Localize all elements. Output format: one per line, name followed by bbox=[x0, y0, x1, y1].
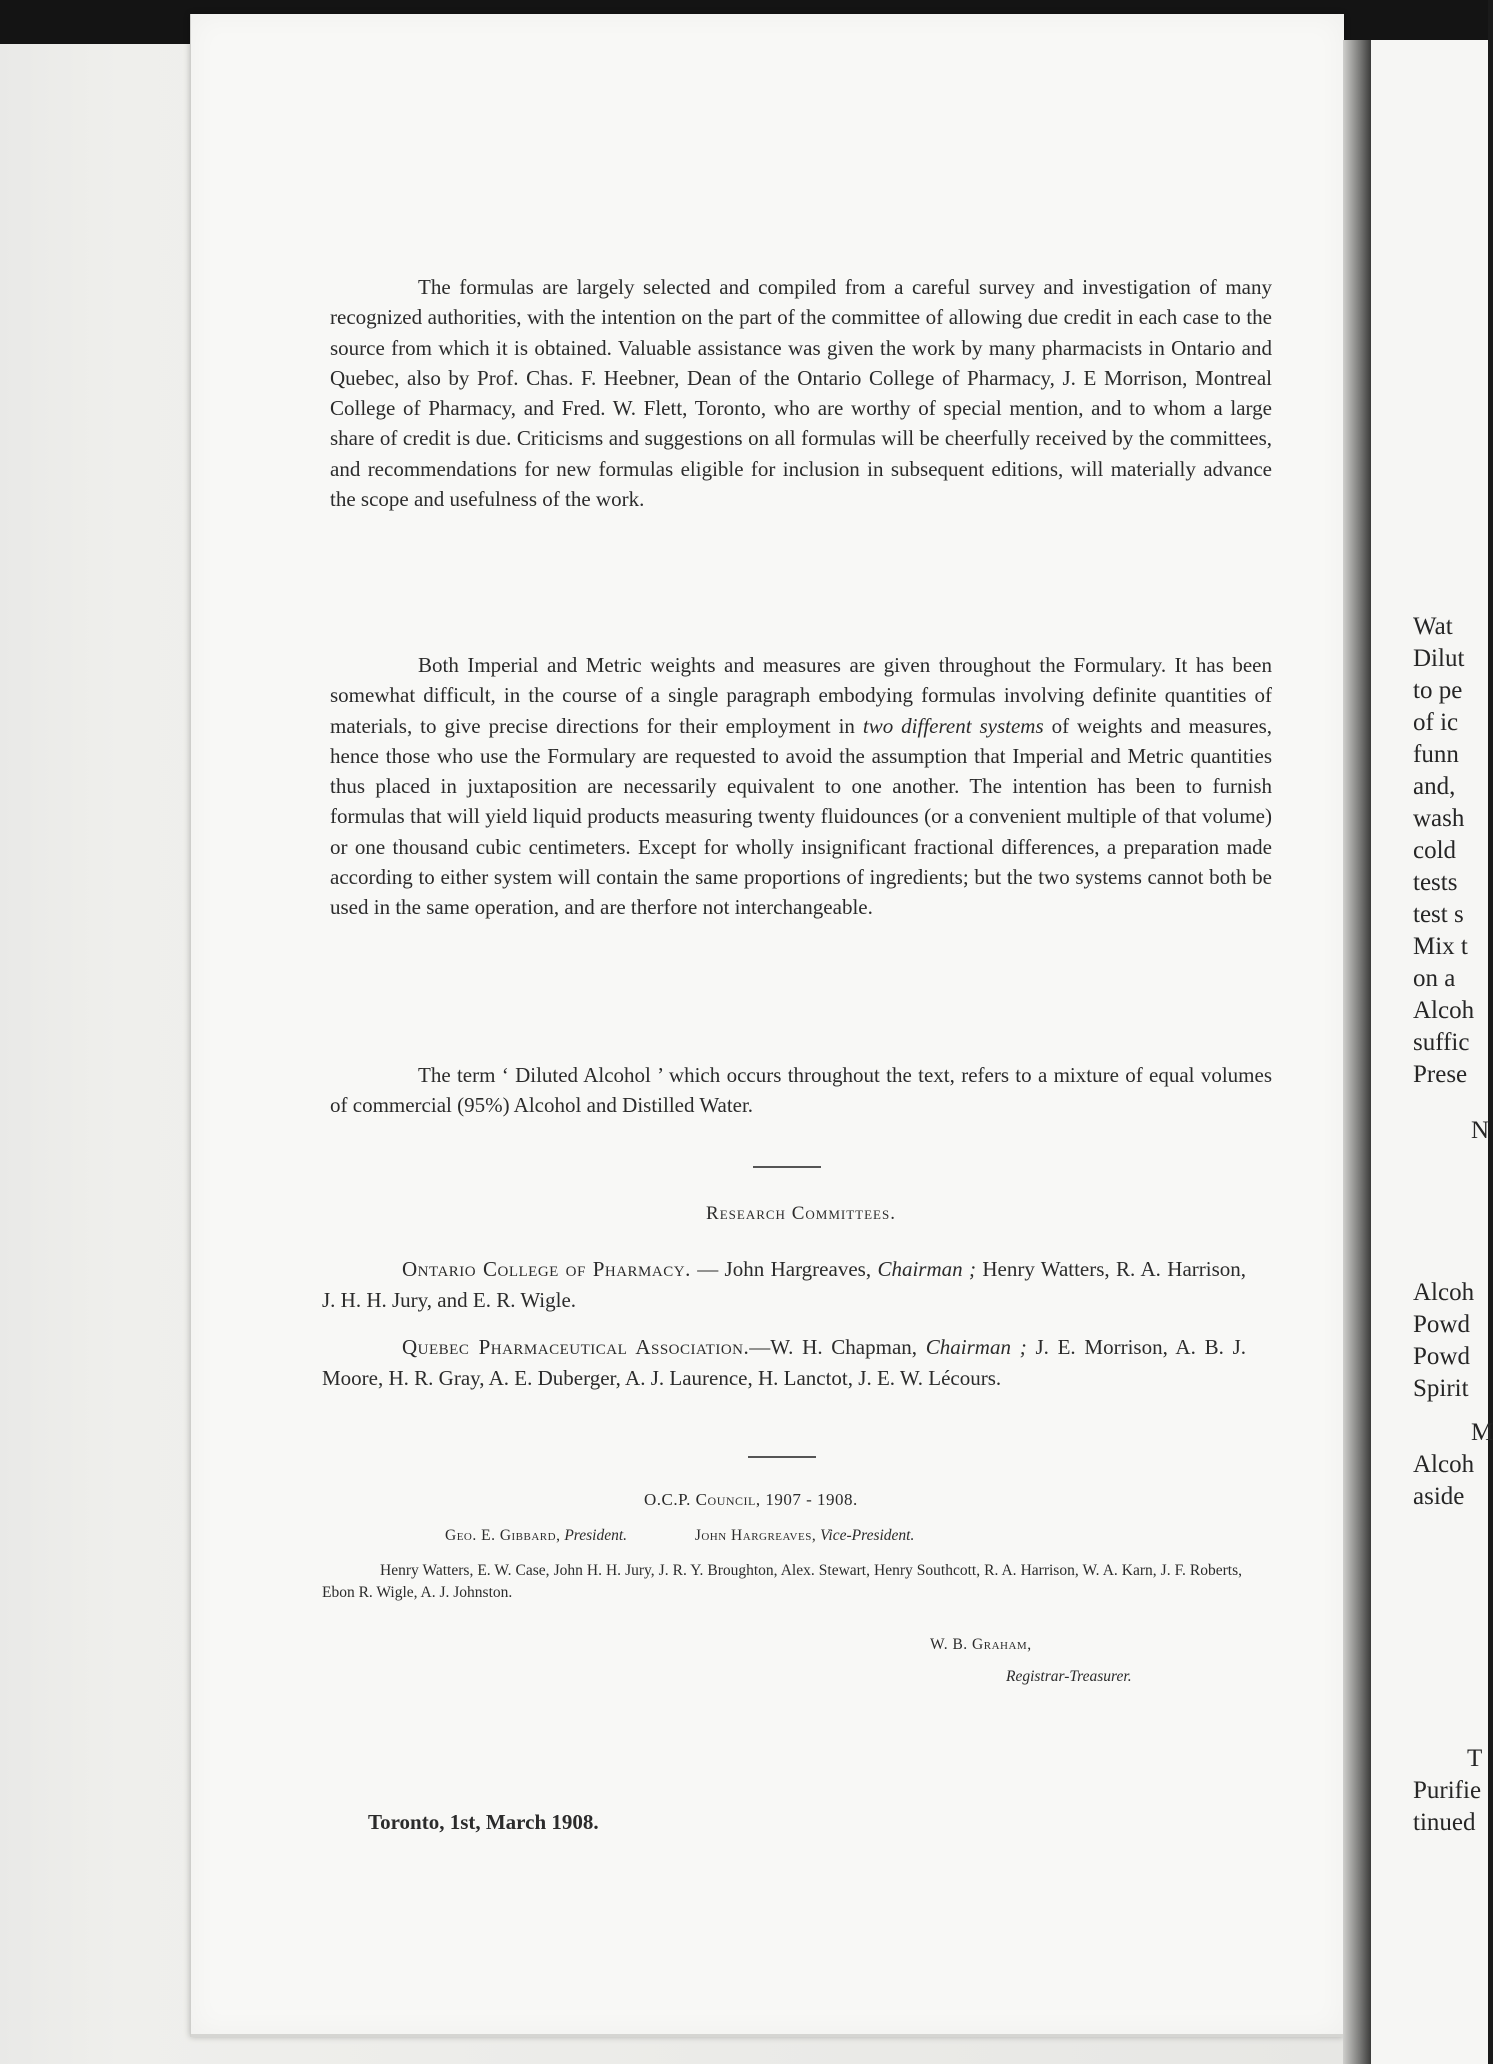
adjacent-page-edge bbox=[1371, 40, 1493, 2064]
next-page-fragment: and, bbox=[1413, 773, 1456, 800]
quebec-association-name: Quebec Pharmaceutical Association. bbox=[402, 1335, 750, 1359]
next-page-fragment: Mix t bbox=[1413, 933, 1468, 960]
next-page-fragment: Prese bbox=[1413, 1061, 1468, 1088]
ontario-committee-text bbox=[322, 1254, 1246, 1316]
next-page-fragment: Wat bbox=[1413, 613, 1453, 640]
quebec-committee bbox=[322, 1332, 1246, 1394]
next-page-fragment: Powd bbox=[1413, 1311, 1470, 1338]
quebec-chairman-label: Chairman ; bbox=[925, 1335, 1027, 1359]
next-page-fragment: Spirit bbox=[1413, 1375, 1469, 1402]
intro-paragraph-3 bbox=[330, 1060, 1272, 1121]
registrar-name: W. B. Graham, bbox=[930, 1636, 1032, 1653]
president-title: President. bbox=[564, 1527, 628, 1544]
page-gutter-shadow bbox=[1343, 40, 1371, 2064]
quebec-members-a: —W. H. Chapman, bbox=[749, 1335, 926, 1359]
intro-paragraph-1 bbox=[330, 272, 1272, 514]
paragraph-weights-italic: two different systems bbox=[862, 713, 1044, 738]
ontario-members-b: Henry Watters, R. A. Harrison, J. H. H. Jury, and E. R. Wigle. bbox=[322, 1257, 1247, 1312]
next-page-fragment: Alcoh bbox=[1413, 1451, 1475, 1478]
next-page-fragment: of ic bbox=[1413, 709, 1459, 736]
council-members-text: Henry Watters, E. W. Case, John H. H. Jury, J. R. Y. Broughton, Alex. Stewart, Henry Southcott, R. A. Harrison, W. A. Karn, J. F. Roberts, Ebon R. Wigle, A. J. Johnston. bbox=[322, 1562, 1242, 1601]
vice-president-name: John Hargreaves, bbox=[694, 1527, 817, 1544]
quebec-committee-text bbox=[322, 1332, 1246, 1394]
vice-president-title: Vice-President. bbox=[820, 1527, 915, 1544]
next-page-fragment: test s bbox=[1413, 901, 1464, 928]
next-page-fragment: to pe bbox=[1413, 677, 1463, 704]
next-page-fragment: Purifie bbox=[1413, 1777, 1482, 1804]
ontario-college-name: Ontario College of Pharmacy. bbox=[402, 1257, 691, 1281]
registrar-title: Registrar-Treasurer. bbox=[1006, 1668, 1132, 1685]
next-page-fragment: Powd bbox=[1413, 1343, 1470, 1370]
next-page-fragment: tests bbox=[1413, 869, 1458, 896]
council-members bbox=[322, 1560, 1242, 1604]
next-page-fragment: tinued bbox=[1413, 1809, 1476, 1836]
president-name: Geo. E. Gibbard, bbox=[445, 1527, 561, 1544]
next-page-fragment: aside bbox=[1413, 1483, 1465, 1510]
next-page-fragment: Dilut bbox=[1413, 645, 1465, 672]
next-page-fragment: N bbox=[1471, 1117, 1490, 1144]
next-page-fragment: Alcoh bbox=[1413, 997, 1475, 1024]
intro-paragraph-2 bbox=[330, 650, 1272, 923]
next-page-fragment: T bbox=[1467, 1745, 1483, 1772]
dateline: Toronto, 1st, March 1908. bbox=[368, 1810, 599, 1834]
ontario-chairman-label: Chairman ; bbox=[877, 1257, 976, 1281]
paragraph-formulas: The formulas are largely selected and compiled from a careful survey and investigation of many recognized authorities, with the intention on the part of the committee of allowing due credit in each case to the source from which it is obtained. Valuable assistance was given the work by many pharmacists in Ontario and Quebec, also by Prof. Chas. F. Heebner, Dean of the Ontario College of Pharmacy, J. E Morrison, Montreal College of Pharmacy, and Fred. W. Flett, Toronto, who are worthy of special mention, and to whom a large share of credit is due. Criticisms and suggestions on all formulas will be cheerfully received by the committees, and recommendations for new formulas eligible for inclusion in subsequent editions, will materially advance the scope and usefulness of the work. bbox=[330, 275, 1272, 512]
section-divider-1 bbox=[753, 1166, 821, 1168]
research-committees-heading: Research Committees. bbox=[706, 1203, 896, 1224]
paragraph-weights bbox=[330, 650, 1272, 923]
next-page-fragment: wash bbox=[1413, 805, 1465, 832]
next-page-fragment: funn bbox=[1413, 741, 1459, 768]
next-page-fragment: cold bbox=[1413, 837, 1457, 864]
ontario-members-a: — John Hargreaves, bbox=[690, 1257, 878, 1281]
next-page-fragment: M bbox=[1471, 1419, 1493, 1446]
section-divider-2 bbox=[748, 1456, 816, 1458]
council-heading: O.C.P. Council, 1907 - 1908. bbox=[644, 1490, 858, 1509]
next-page-fragment: suffic bbox=[1413, 1029, 1470, 1056]
ontario-committee bbox=[322, 1254, 1246, 1316]
paragraph-weights-text-b: of weights and measures, hence those who use the Formulary are requested to avoid the assumption that Imperial and Metric quantities thus placed in juxtaposition are necessarily equivalent to one another. The intention has been to furnish formulas that will yield liquid products measuring twenty fluidounces (or a convenient multiple of that volume) or one thousand cubic centimeters. Except for wholly insignificant fractional differences, a preparation made according to either system will contain the same proportions of ingredients; but the two systems cannot both be used in the same operation, and are therfore not interchangeable. bbox=[330, 713, 1273, 920]
council-officers bbox=[445, 1527, 914, 1545]
paragraph-diluted-alcohol: The term ‘ Diluted Alcohol ’ which occurs throughout the text, refers to a mixture of equal volumes of commercial (95%) Alcohol and Distilled Water. bbox=[330, 1063, 1272, 1118]
next-page-fragment: on a bbox=[1413, 965, 1456, 992]
paragraph-weights-text-a: Both Imperial and Metric weights and measures are given throughout the Formulary. It has been somewhat difficult, in the course of a single paragraph embodying formulas involving definite quantities of materials, to give precise directions for their employment in bbox=[330, 653, 1272, 738]
quebec-members-b: J. E. Morrison, A. B. J. Moore, H. R. Gray, A. E. Duberger, A. J. Laurence, H. Lanctot, J. E. W. Lécours. bbox=[322, 1335, 1246, 1390]
next-page-fragment: Alcoh bbox=[1413, 1279, 1475, 1306]
